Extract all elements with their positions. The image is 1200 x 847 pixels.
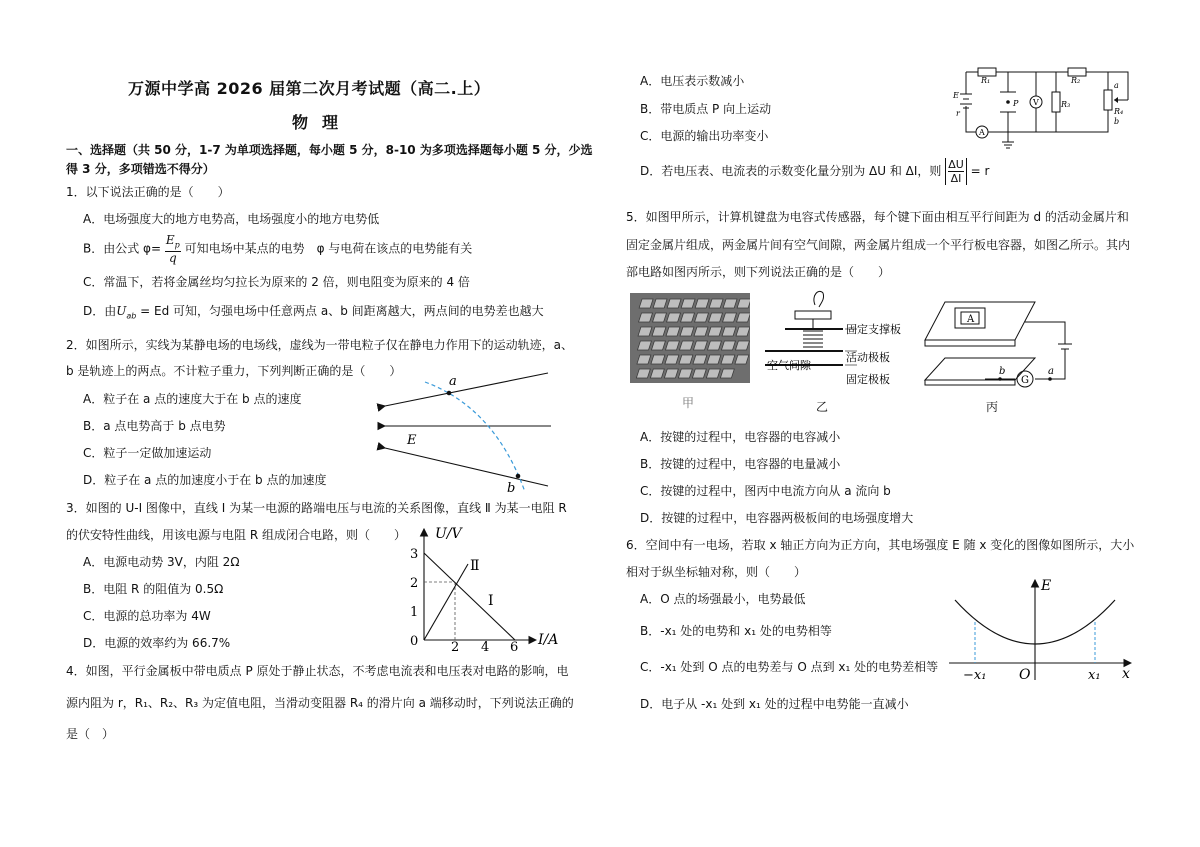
label-E: E	[953, 91, 959, 100]
point-a	[447, 391, 452, 396]
q1-option-b	[83, 234, 472, 264]
label-E: E	[1041, 578, 1052, 594]
label-A: A	[979, 128, 985, 137]
q1-option-b-denominator: q	[168, 251, 177, 266]
caption-jia: 甲	[682, 396, 695, 410]
y-axis-label: U/V	[435, 526, 462, 542]
label-a: a	[1114, 81, 1119, 90]
q5-option-c: C．按键的过程中，图丙中电流方向从 a 流向 b	[640, 484, 891, 498]
q5-stem-line1: 5．如图甲所示，计算机键盘为电容式传感器，每个键下面由相互平行间距为 d 的活动金属片和	[626, 210, 1129, 224]
q6-E-x-graph	[945, 576, 1140, 684]
q4-option-c: C．电源的输出功率变小	[640, 129, 769, 143]
particle-trajectory	[425, 382, 525, 492]
label-b: b	[1114, 117, 1120, 126]
q1-option-b-suffix: 可知电场中某点的电势 φ 与电荷在该点的电势能有关	[184, 241, 473, 256]
x-tick-4: 4	[481, 640, 490, 651]
q3-option-c: C．电源的总功率为 4W	[83, 609, 211, 623]
q4-option-a: A．电压表示数减小	[640, 74, 745, 88]
q1-option-b-fraction	[165, 234, 181, 264]
label-R4: R₄	[1114, 107, 1124, 116]
q6-stem-line2: 相对于纵坐标轴对称，则（ ）	[626, 565, 807, 579]
q1-stem: 1．以下说法正确的是（ ）	[66, 185, 230, 199]
label-support: 固定支撑板	[846, 323, 901, 336]
q3-option-b: B．电阻 R 的阻值为 0.5Ω	[83, 582, 224, 596]
resistor-R2	[1068, 68, 1086, 76]
q4-stem-line1: 4．如图，平行金属板中带电质点 P 原处于静止状态，不考虑电流表和电压表对电路的影响，电	[66, 664, 569, 678]
finger-icon	[814, 291, 824, 307]
y-tick-0: 0	[410, 634, 419, 649]
label-r: r	[956, 109, 960, 118]
caption-yi: 乙	[816, 400, 829, 414]
line-II-label: Ⅱ	[470, 558, 480, 574]
q6-option-d: D．电子从 -x₁ 处到 x₁ 处的过程中电势能一直减小	[640, 697, 909, 711]
label-G: G	[1021, 375, 1029, 386]
q3-option-d: D．电源的效率约为 66.7%	[83, 636, 231, 650]
section-heading-line2: 得 3 分，多项错选不得分）	[66, 162, 215, 176]
q6-option-b: B．-x₁ 处的电势和 x₁ 处的电势相等	[640, 624, 832, 638]
label-R2: R₂	[1071, 76, 1081, 85]
q1-option-c: C．常温下，若将金属丝均匀拉长为原来的 2 倍，则电阻变为原来的 4 倍	[83, 275, 470, 289]
y-tick-2: 2	[410, 576, 419, 591]
q2-field-figure	[375, 368, 560, 496]
q3-stem-line2: 的伏安特性曲线，用该电源与电阻 R 组成闭合电路，则（ ）	[66, 528, 406, 542]
label-R3: R₃	[1061, 100, 1071, 109]
lower-plate	[925, 358, 1035, 380]
rheostat-R4	[1104, 90, 1112, 110]
q1-option-d: D．由$U_{ab} = Ed$ 可知，匀强电场中任意两点 a、b 间距离越大，两点间的电势差也越大	[83, 304, 544, 321]
q3-option-a: A．电源电动势 3V，内阻 2Ω	[83, 555, 240, 569]
q4-stem-line2: 源内阻为 r，R₁、R₂、R₃ 为定值电阻，当滑动变阻器 R₄ 的滑片向 a 端移动时，下列说法正确的	[66, 696, 574, 710]
line-II	[424, 564, 468, 640]
wire-top	[966, 72, 1128, 86]
particle-P	[1006, 100, 1010, 104]
subject-title: 物理	[292, 113, 353, 132]
label-x1: x₁	[1088, 668, 1101, 683]
x-tick-2: 2	[451, 640, 460, 651]
keyboard-photo	[630, 293, 750, 383]
label-V: V	[1033, 98, 1039, 107]
section-heading-line1: 一、选择题（共 50 分，1-7 为单项选择题，每小题 5 分，8-10 为多项选择题每小题 5 分，少选	[66, 143, 593, 157]
q1-option-b-numerator: $E_p$	[165, 234, 181, 252]
y-tick-1: 1	[410, 605, 419, 620]
q4-option-d: D．若电压表、电流表的示数变化量分别为 ΔU 和 ΔI，则 $\frac{\Delta U}{\Delta I}$ = r	[640, 158, 990, 185]
q2-option-d: D．粒子在 a 点的加速度小于在 b 点的加速度	[83, 473, 327, 487]
x-axis-label: I/A	[538, 632, 559, 648]
q6-option-a: A．O 点的场强最小，电势最低	[640, 592, 806, 606]
label-neg-x1: −x₁	[963, 668, 987, 683]
q6-option-c: C．-x₁ 处到 O 点的电势差与 O 点到 x₁ 处的电势差相等	[640, 660, 939, 674]
label-key-A: A	[967, 314, 975, 325]
label-b: b	[507, 481, 516, 496]
q6-stem-line1: 6．空间中有一电场，若取 x 轴正方向为正方向，其电场强度 E 随 x 变化的图像如图所示，大小	[626, 538, 1135, 552]
x-tick-6: 6	[510, 640, 519, 651]
q1-option-b-prefix: B．由公式 φ=	[83, 241, 162, 256]
label-a: a	[1048, 366, 1054, 377]
q5-option-a: A．按键的过程中，电容器的电容减小	[640, 430, 841, 444]
capacitor-circuit-figure	[915, 300, 1080, 395]
caption-bing: 丙	[986, 400, 999, 414]
q4-stem-line3: 是（ ）	[66, 727, 115, 741]
q2-stem-line1: 2．如图所示，实线为某静电场的电场线，虚线为一带电粒子仅在静电力作用下的运动轨迹，a、	[66, 338, 573, 352]
label-active: 活动极板	[846, 351, 890, 364]
q5-option-b: B．按键的过程中，电容器的电量减小	[640, 457, 841, 471]
q3-stem-line1: 3．如图的 U-I 图像中，直线 Ⅰ 为某一电源的路端电压与电流的关系图像，直线 Ⅱ 为某一电阻 R	[66, 501, 567, 515]
label-P: P	[1013, 99, 1019, 108]
q3-ui-graph	[390, 523, 565, 651]
q4-option-b: B．带电质点 P 向上运动	[640, 102, 772, 116]
label-O: O	[1019, 667, 1031, 683]
q2-option-a: A．粒子在 a 点的速度大于在 b 点的速度	[83, 392, 302, 406]
q4-circuit-figure	[948, 64, 1143, 154]
q2-stem-line2: b 是轨迹上的两点。不计粒子重力，下列判断正确的是（ ）	[66, 364, 402, 378]
resistor-R1	[978, 68, 996, 76]
label-R1: R₁	[981, 76, 991, 85]
label-gap: 空气间隙	[767, 359, 811, 372]
q2-option-b: B．a 点电势高于 b 点电势	[83, 419, 226, 433]
label-x: x	[1122, 666, 1130, 682]
q2-option-c: C．粒子一定做加速运动	[83, 446, 212, 460]
resistor-R3	[1052, 92, 1060, 112]
label-E: E	[407, 433, 417, 448]
label-fixed: 固定极板	[846, 373, 890, 386]
y-tick-3: 3	[410, 547, 419, 562]
q4-option-d-fraction: $\frac{\Delta U}{\Delta I}$	[945, 158, 967, 185]
q5-option-d: D．按键的过程中，电容器两极板间的电场强度增大	[640, 511, 914, 525]
page-title: 万源中学高 2026 届第二次月考试题（高二.上）	[128, 79, 491, 98]
spring	[803, 331, 823, 347]
field-line-top	[385, 373, 548, 406]
q5-stem-line2: 固定金属片组成，两金属片间有空气间隙，两金属片组成一个平行板电容器，如图乙所示。其内	[626, 238, 1131, 252]
q1-option-a: A．电场强度大的地方电势高，电场强度小的地方电势低	[83, 212, 380, 226]
point-b	[516, 474, 521, 479]
label-b: b	[999, 366, 1006, 377]
key-structure-figure	[763, 285, 903, 393]
label-a: a	[449, 374, 457, 389]
line-I-label: Ⅰ	[488, 593, 494, 609]
field-line-bottom	[385, 448, 548, 486]
key-cap	[795, 311, 831, 319]
q5-stem-line3: 部电路如图丙所示，则下列说法正确的是（ ）	[626, 265, 891, 279]
wire-top	[1025, 322, 1065, 344]
